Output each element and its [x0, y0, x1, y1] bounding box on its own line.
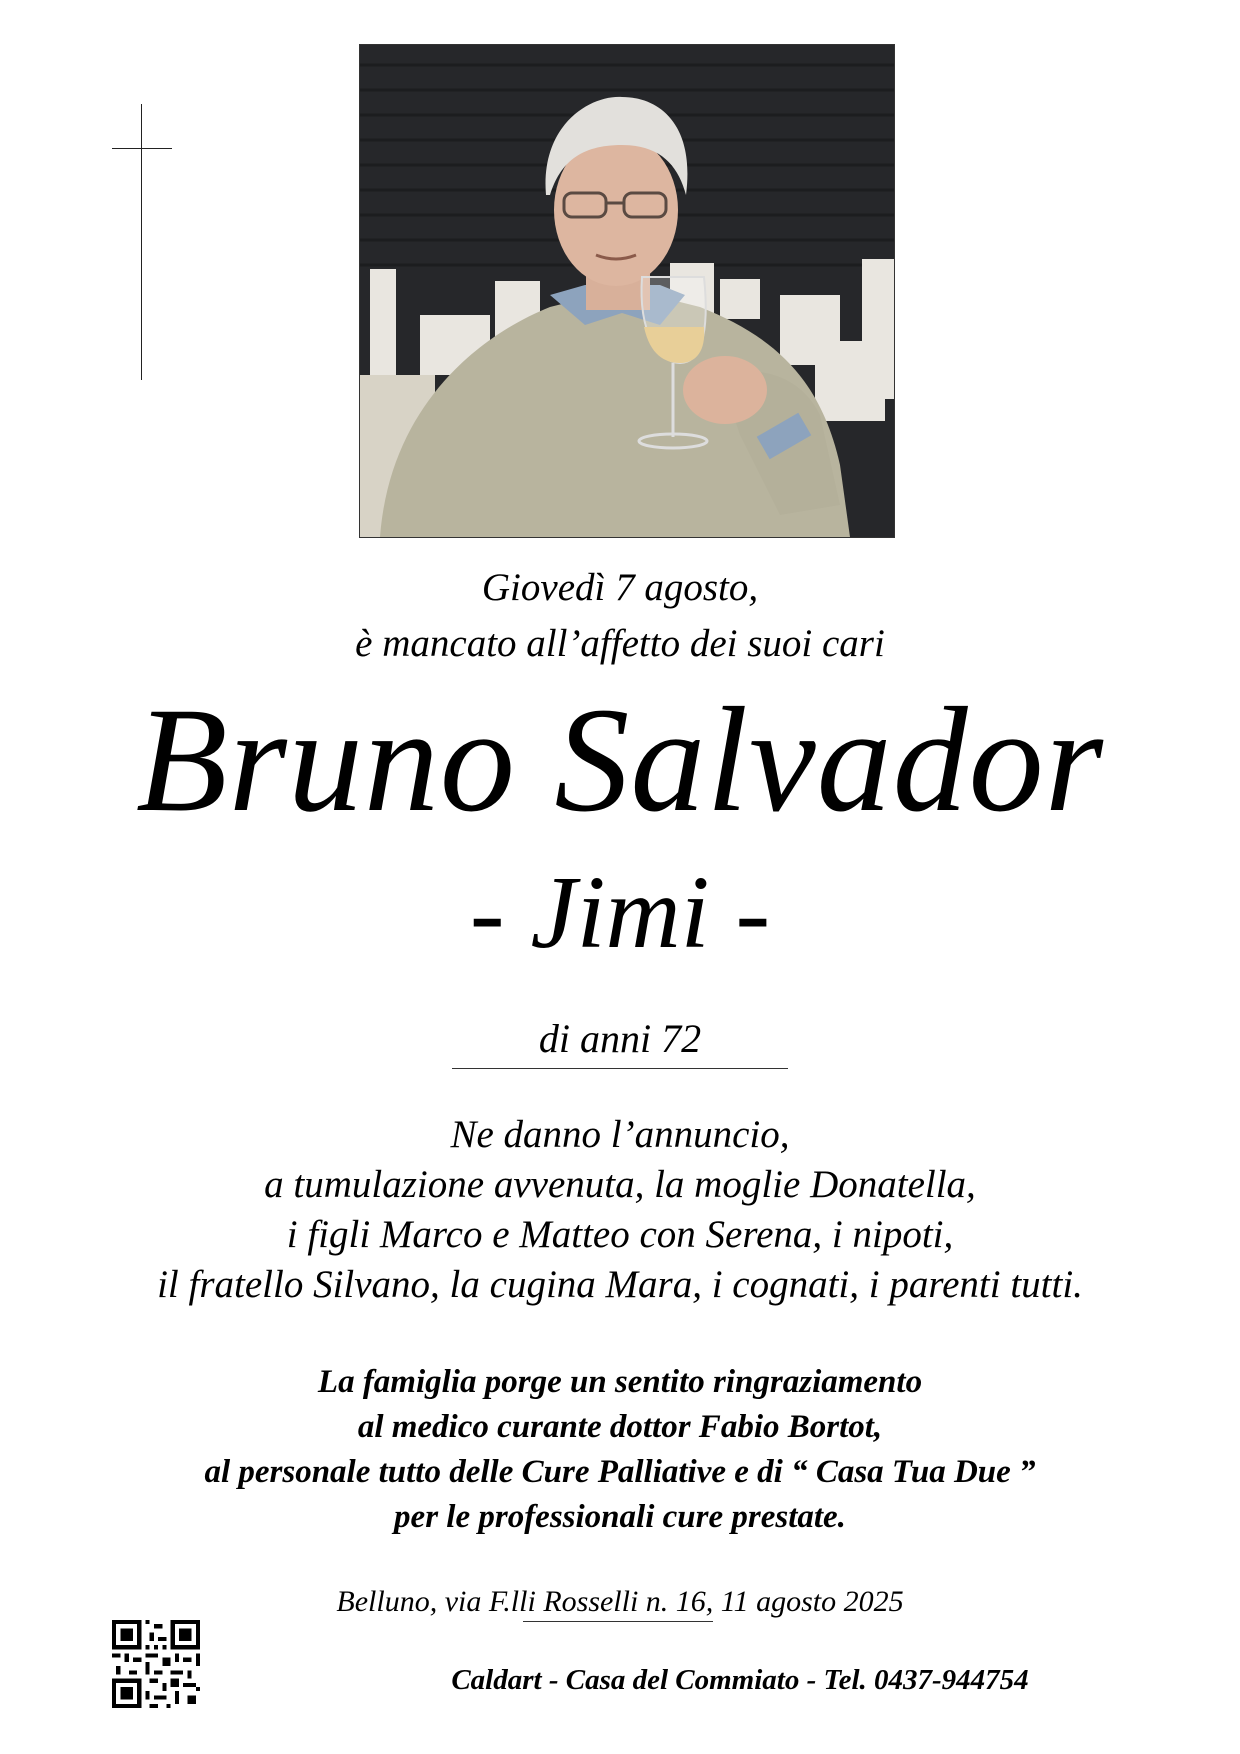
deceased-age: di anni 72	[538, 1016, 702, 1061]
address-date: Belluno, via F.lli Rosselli n. 16, 11 agosto 2025	[336, 1585, 904, 1618]
thanks-line: La famiglia porge un sentito ringraziamento	[317, 1364, 923, 1400]
cross-icon	[112, 104, 172, 380]
qr-code[interactable]	[112, 1620, 200, 1708]
deceased-name: Bruno Salvador	[135, 677, 1105, 843]
announcement-line: a tumulazione avvenuta, la moglie Donatella,	[264, 1163, 976, 1206]
intro-text	[0, 560, 1240, 672]
intro-phrase: è mancato all’affetto dei suoi cari	[355, 622, 885, 665]
announcement-line: Ne danno l’annuncio,	[450, 1113, 790, 1156]
announcement-line: il fratello Silvano, la cugina Mara, i cognati, i parenti tutti.	[157, 1263, 1083, 1306]
portrait-photo	[359, 44, 895, 538]
address-underline	[523, 1621, 713, 1622]
announcement-text	[0, 1110, 1240, 1310]
intro-date: Giovedì 7 agosto,	[481, 566, 759, 609]
deceased-nickname: - Jimi -	[469, 855, 771, 970]
announcement-line: i figli Marco e Matteo con Serena, i nipoti,	[286, 1213, 954, 1256]
thanks-line: per le professionali cure prestate.	[394, 1499, 846, 1535]
age-divider	[452, 1068, 788, 1069]
funeral-home-contact: Caldart - Casa del Commiato - Tel. 0437-944754	[451, 1664, 1029, 1696]
thanks-line: al personale tutto delle Cure Palliative e di “ Casa Tua Due ”	[204, 1454, 1036, 1490]
thanks-line: al medico curante dottor Fabio Bortot,	[357, 1409, 883, 1445]
thanks-text	[0, 1360, 1240, 1540]
